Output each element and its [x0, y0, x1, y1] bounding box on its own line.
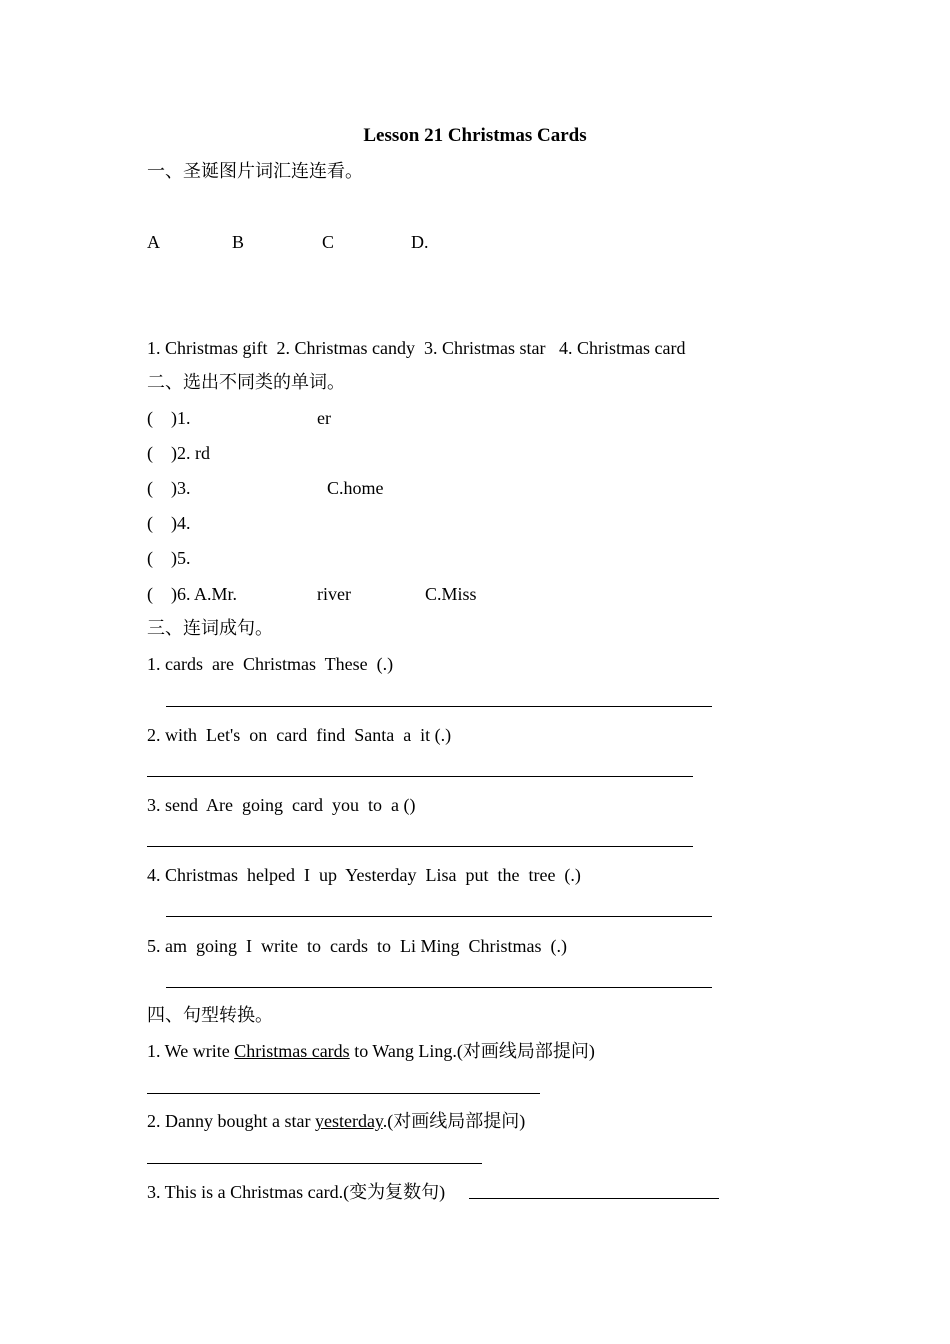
- transform-item-2: [147, 1110, 525, 1132]
- section3-heading: 三、连词成句。: [147, 618, 273, 638]
- transform-item-1-pre: 1. We write: [147, 1041, 235, 1061]
- transform-item-1-underlined: Christmas cards: [234, 1041, 350, 1061]
- answer-line-6[interactable]: [147, 1093, 540, 1094]
- choice-item-6-option-c: C.Miss: [425, 584, 477, 604]
- answer-line-2[interactable]: [147, 776, 693, 777]
- transform-item-3: 3. This is a Christmas card.(变为复数句): [147, 1182, 446, 1202]
- scramble-item-2: 2. with Let's on card find Santa a it (.): [147, 725, 452, 745]
- choice-item-3-bracket: ( )3.: [147, 478, 191, 498]
- section1-heading: 一、圣诞图片词汇连连看。: [147, 161, 363, 181]
- transform-item-2-underlined: yesterday: [314, 1111, 383, 1131]
- choice-item-3-option-c: C.home: [327, 478, 384, 498]
- section1-word-list: 1. Christmas gift 2. Christmas candy 3. Christmas star 4. Christmas card: [147, 338, 686, 358]
- choice-item-6-bracket: ( )6. A.Mr.: [147, 584, 237, 604]
- answer-line-3[interactable]: [147, 846, 693, 847]
- answer-line-1[interactable]: [166, 706, 712, 707]
- page-title: Lesson 21 Christmas Cards: [363, 125, 587, 146]
- transform-item-1-post: to Wang Ling.(对画线局部提问): [349, 1041, 595, 1061]
- picture-label-b: B: [232, 232, 245, 252]
- transform-item-2-post: .(对画线局部提问): [382, 1111, 526, 1131]
- scramble-item-5: 5. am going I write to cards to Li Ming Christmas (.): [147, 936, 567, 956]
- section2-heading: 二、选出不同类的单词。: [147, 372, 345, 392]
- scramble-item-3: 3. send Are going card you to a (): [147, 795, 416, 815]
- answer-line-5[interactable]: [166, 987, 712, 988]
- answer-line-7[interactable]: [147, 1163, 482, 1164]
- choice-item-1-bracket: ( )1.: [147, 408, 191, 428]
- picture-label-d: D.: [411, 232, 429, 252]
- answer-line-8[interactable]: [469, 1198, 719, 1199]
- answer-line-4[interactable]: [166, 916, 712, 917]
- choice-item-1-option-b: er: [317, 408, 331, 428]
- choice-item-5-bracket: ( )5.: [147, 548, 191, 568]
- picture-label-c: C: [322, 232, 335, 252]
- choice-item-2-bracket: ( )2. rd: [147, 443, 210, 463]
- choice-item-6-option-b: river: [317, 584, 351, 604]
- section4-heading: 四、句型转换。: [147, 1005, 273, 1025]
- scramble-item-4: 4. Christmas helped I up Yesterday Lisa put the tree (.): [147, 865, 581, 885]
- choice-item-4-bracket: ( )4.: [147, 513, 191, 533]
- scramble-item-1: 1. cards are Christmas These (.): [147, 654, 394, 674]
- transform-item-1: [147, 1040, 595, 1062]
- transform-item-2-pre: 2. Danny bought a star: [147, 1111, 315, 1131]
- picture-label-a: A: [147, 232, 160, 252]
